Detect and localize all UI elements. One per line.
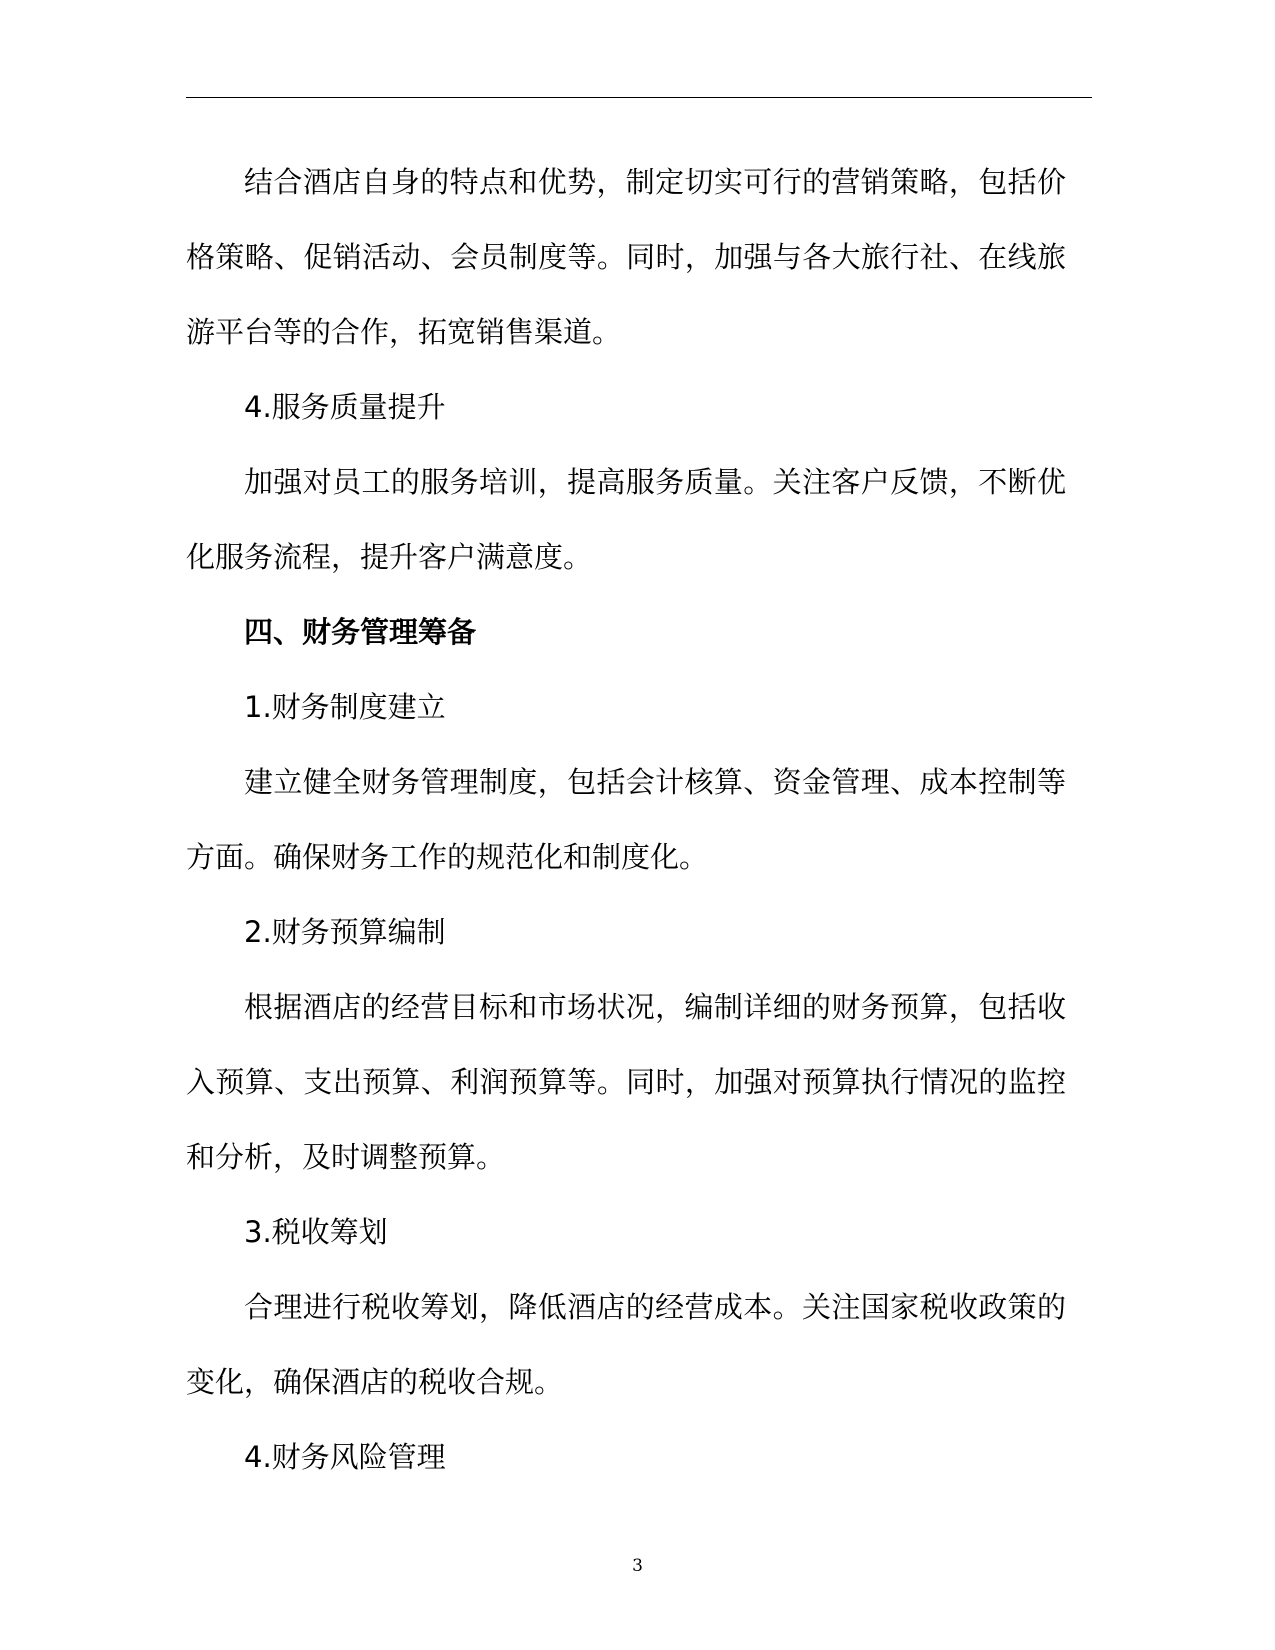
page-number: 3 [632, 1556, 643, 1576]
section-heading-finance: 四、财务管理筹备 [244, 615, 477, 649]
paragraph-tax-planning: 合理进行税收筹划，降低酒店的经营成本。关注国家税收政策的变化，确保酒店的税收合规。 [186, 1290, 1066, 1399]
subheading-finance-system: 1.财务制度建立 [244, 690, 446, 724]
paragraph-service-training: 加强对员工的服务培训，提高服务质量。关注客户反馈，不断优化服务流程，提升客户满意度。 [186, 465, 1066, 574]
header-rule [186, 97, 1092, 98]
subheading-tax-planning: 3.税收筹划 [244, 1215, 388, 1249]
document-body [186, 145, 1066, 1495]
subheading-service-quality: 4.服务质量提升 [244, 390, 446, 424]
paragraph-finance-system: 建立健全财务管理制度，包括会计核算、资金管理、成本控制等方面。确保财务工作的规范化和制度化。 [186, 765, 1066, 874]
paragraph-budget: 根据酒店的经营目标和市场状况，编制详细的财务预算，包括收入预算、支出预算、利润预算等。同时，加强对预算执行情况的监控和分析，及时调整预算。 [186, 990, 1066, 1174]
subheading-budget: 2.财务预算编制 [244, 915, 446, 949]
subheading-risk-management: 4.财务风险管理 [244, 1440, 446, 1474]
paragraph-marketing-strategy: 结合酒店自身的特点和优势，制定切实可行的营销策略，包括价格策略、促销活动、会员制度等。同时，加强与各大旅行社、在线旅游平台等的合作，拓宽销售渠道。 [186, 165, 1066, 349]
